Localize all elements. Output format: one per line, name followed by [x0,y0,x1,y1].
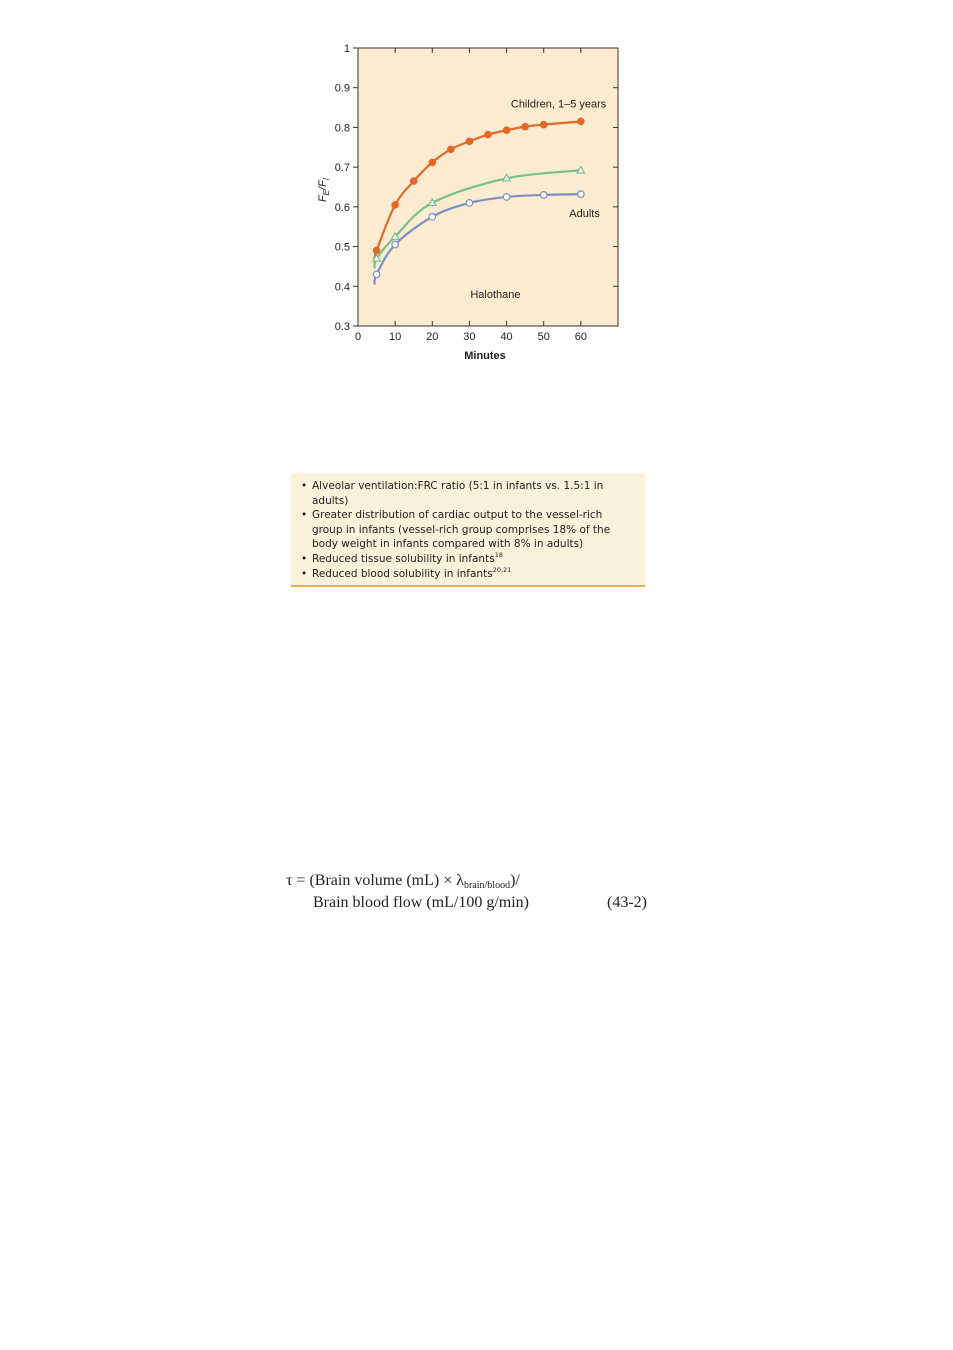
bullet: • [301,509,308,522]
data-point [578,191,585,198]
data-point [410,178,417,185]
y-axis-title-sub-e: E [322,189,331,196]
chart-annotation: Halothane [470,289,521,302]
x-tick-label: 30 [463,331,476,343]
data-point [392,202,399,209]
list-item [301,508,635,552]
bullet: • [301,567,308,580]
list-item-text: Greater distribution of cardiac output to the vessel-rich group in infants (vessel-rich group comprises 18% of the body weight in infants compared with 8% in adults) [312,509,611,551]
citation: 18 [494,550,503,559]
x-tick-label: 40 [500,331,513,343]
y-tick-label: 0.9 [334,82,350,95]
y-axis-title-f2: F [317,180,329,187]
y-tick-label: 0.5 [334,241,350,254]
equation-43-2 [286,872,666,918]
bullet: • [301,480,308,492]
y-tick-label: 1 [343,43,350,55]
equation-line1-end: )/ [510,872,520,889]
plot-area [358,48,618,326]
citation: 20,21 [492,565,512,574]
data-point [392,241,399,248]
x-tick-label: 0 [354,331,362,343]
y-axis-title-f1: F [317,195,329,203]
y-tick-label: 0.8 [334,122,350,135]
halothane-uptake-chart [300,35,640,375]
data-point [503,127,510,134]
bullet: • [301,552,308,565]
x-axis-title: Minutes [464,350,506,362]
chart-svg [300,35,640,375]
equation-lhs: τ = (Brain volume (mL) × λ [286,872,464,889]
data-point [429,159,436,166]
x-tick-label: 20 [426,331,439,343]
y-tick-label: 0.3 [334,321,350,333]
data-point [503,194,510,201]
list-item [301,479,635,508]
y-axis-title-sub-i: I [322,177,331,181]
list-item-text: Alveolar ventilation:FRC ratio (5:1 in infants vs. 1.5:1 in adults) [312,480,604,507]
y-tick-label: 0.4 [334,281,350,294]
y-tick-label: 0.6 [334,201,350,214]
y-axis-title-slash: / [317,186,329,190]
x-tick-label: 60 [574,331,587,343]
y-tick-label: 0.7 [334,162,350,175]
data-point [429,213,436,220]
data-point [522,123,529,130]
series-label-children: Children, 1–5 years [510,98,607,111]
data-point [485,131,492,138]
data-point [540,121,547,128]
y-axis-title [317,177,331,202]
infant-uptake-factors-box [291,473,645,587]
factor-list [301,479,635,581]
list-item-text: Reduced tissue solubility in infants [312,552,495,565]
x-tick-label: 10 [389,331,402,343]
series-label-adults: Adults [569,207,600,220]
equation-line-2: Brain blood flow (mL/100 g/min) [313,894,529,911]
data-point [373,271,380,278]
data-point [448,146,455,153]
equation-number: (43-2) [607,894,647,911]
data-point [540,192,547,199]
x-tick-label: 50 [537,331,550,343]
data-point [373,247,380,254]
lambda-subscript: brain/blood [463,880,511,891]
list-item [301,552,635,567]
data-point [578,118,585,125]
equation-line-1 [286,872,520,890]
data-point [466,138,473,145]
list-item-text: Reduced blood solubility in infants [312,567,493,580]
list-item [301,567,635,582]
data-point [466,200,473,207]
